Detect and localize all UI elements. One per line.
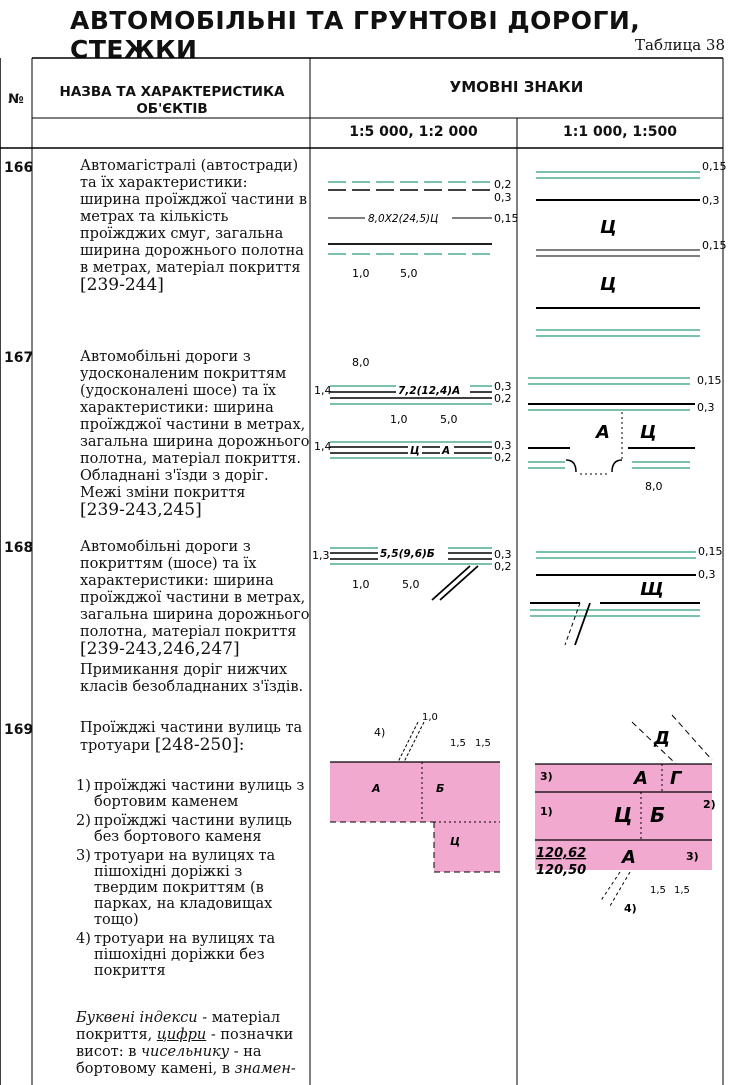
sign-label: 1,5 — [475, 738, 491, 749]
sign-label: Ц — [600, 217, 617, 238]
sign-label: 5,0 — [440, 413, 458, 426]
row-reference: [239-244] — [80, 275, 164, 295]
sign-label: 0,3 — [494, 439, 512, 452]
sign-label: 0,2 — [494, 392, 512, 405]
row-text: Автомобільні дороги з покриттям (шосе) та їх характеристики: ширина проїжджої частини в метрах, загальна ширина дорожнього полотна, матеріал покриття — [80, 539, 310, 640]
sign-label: Ц — [450, 835, 461, 848]
list-item: 3) тротуари на вулицях та пішохідні доріжкі з твердим покриттям (в парках, на кладовищах тощо) — [76, 848, 276, 928]
sign-label: 1,5 — [650, 885, 666, 896]
row-reference: [248-250]: — [154, 735, 245, 755]
page-title: АВТОМОБІЛЬНІ ТА ГРУНТОВІ ДОРОГИ, СТЕЖКИ — [70, 6, 641, 64]
header-signs: УМОВНІ ЗНАКИ — [449, 78, 584, 96]
row-number: 169 — [4, 722, 34, 738]
row-text: Проїжджі частини вулиць та тротуари — [80, 720, 303, 754]
sign-label: 0,3 — [494, 191, 512, 204]
sign-label: Г — [670, 768, 682, 789]
sign-label: А — [596, 422, 610, 443]
sign-label: 0,15 — [697, 374, 722, 387]
row-extra: Примикання доріг нижчих класів безобладнаних з'їздів. — [80, 662, 304, 695]
row-reference: [239-243,245] — [80, 500, 202, 520]
row-reference: [239-243,246,247] — [80, 639, 240, 659]
sign-label: 5,0 — [402, 578, 420, 591]
sign-label: Ц — [614, 803, 633, 827]
sign-label: 4) — [624, 902, 637, 915]
note-text: Буквені індекси - матеріал покриття, цифри - позначки висот: в чисельнику - на бортовому камені, в знамен- — [76, 1010, 296, 1077]
header-no: № — [8, 92, 24, 107]
sign-label: 0,15 — [702, 160, 727, 173]
sign-label: 5,0 — [400, 267, 418, 280]
list-item: 1) проїжджі частини вулиць з бортовим каменем — [76, 778, 305, 810]
sign-label: 0,2 — [494, 178, 512, 191]
sign-label: 0,3 — [494, 380, 512, 393]
sign-label: 8,0X2(24,5)Ц — [368, 213, 439, 225]
sign-label: 1,3 — [312, 549, 330, 562]
sign-label: 1) — [540, 805, 553, 818]
sign-label: 7,2(12,4)А — [398, 385, 461, 397]
sign-label: 8,0 — [645, 480, 663, 493]
sign-label: 1,5 — [450, 738, 466, 749]
sign-label: 0,2 — [494, 560, 512, 573]
sign-label: Д — [654, 728, 671, 749]
header-scale-b: 1:1 000, 1:500 — [563, 124, 677, 140]
header-name: НАЗВА ТА ХАРАКТЕРИСТИКА ОБ'ЄКТІВ — [59, 84, 285, 117]
row-text: Автомобільні дороги з удосконаленим покриттям (удосконалені шосе) та їх характеристики: ширина проїжджої частини в метрах, загальна ширина дорожнього полотна, матеріал покриття. Обладнані з'їзди з доріг. Межі зміни покриття — [80, 349, 310, 501]
table-number: Таблица 38 — [635, 36, 725, 54]
sign-label: 3) — [540, 770, 553, 783]
row-number: 168 — [4, 540, 34, 556]
sign-label: 2) — [703, 798, 716, 811]
sign-label: 0,3 — [697, 401, 715, 414]
sign-label: 3) — [686, 850, 699, 863]
sign-label: 5,5(9,6)Б — [380, 548, 435, 560]
sign-label: 1,0 — [422, 712, 438, 723]
list-item: 4) тротуари на вулицях та пішохідні доріжки без покриття — [76, 931, 276, 979]
sign-label: 120,50 — [536, 863, 587, 878]
sign-label: А — [442, 445, 451, 457]
sign-label: 0,3 — [494, 548, 512, 561]
sign-label: Ц — [640, 422, 657, 443]
sign-label: А — [372, 782, 381, 795]
sign-label: 0,3 — [702, 194, 720, 207]
sign-label: Б — [436, 782, 445, 795]
sign-label: 0,2 — [494, 451, 512, 464]
sign-label: 1,4 — [314, 384, 332, 397]
row-text: Автомагістралі (автостради) та їх характеристики: ширина проїжджої частини в метрах та кількість проїжджих смуг, загальна ширина дорожнього полотна в метрах, матеріал покриття — [80, 158, 308, 276]
sign-label: А — [622, 847, 636, 868]
sign-label: Ц — [410, 445, 420, 457]
sign-label: 1,0 — [352, 267, 370, 280]
sign-label: 0,15 — [698, 545, 723, 558]
sign-label: 4) — [374, 726, 386, 739]
sign-label: 1,0 — [352, 578, 370, 591]
sign-label: А — [634, 768, 648, 789]
sign-label: 0,15 — [702, 239, 727, 252]
sign-label: 0,3 — [698, 568, 716, 581]
sign-label: Щ — [640, 579, 664, 600]
sign-label: 8,0 — [352, 356, 370, 369]
sign-label: 1,4 — [314, 440, 332, 453]
row-number: 166 — [4, 160, 34, 176]
sign-label: 120,62 — [536, 846, 587, 861]
header-scale-a: 1:5 000, 1:2 000 — [349, 124, 478, 140]
sign-label: Ц — [600, 274, 617, 295]
sign-label: 1,0 — [390, 413, 408, 426]
row-number: 167 — [4, 350, 34, 366]
list-item: 2) проїжджі частини вулиць без бортового каменя — [76, 813, 292, 845]
sign-label: Б — [650, 803, 666, 827]
sign-label: 1,5 — [674, 885, 690, 896]
sign-label: 0,15 — [494, 212, 519, 225]
